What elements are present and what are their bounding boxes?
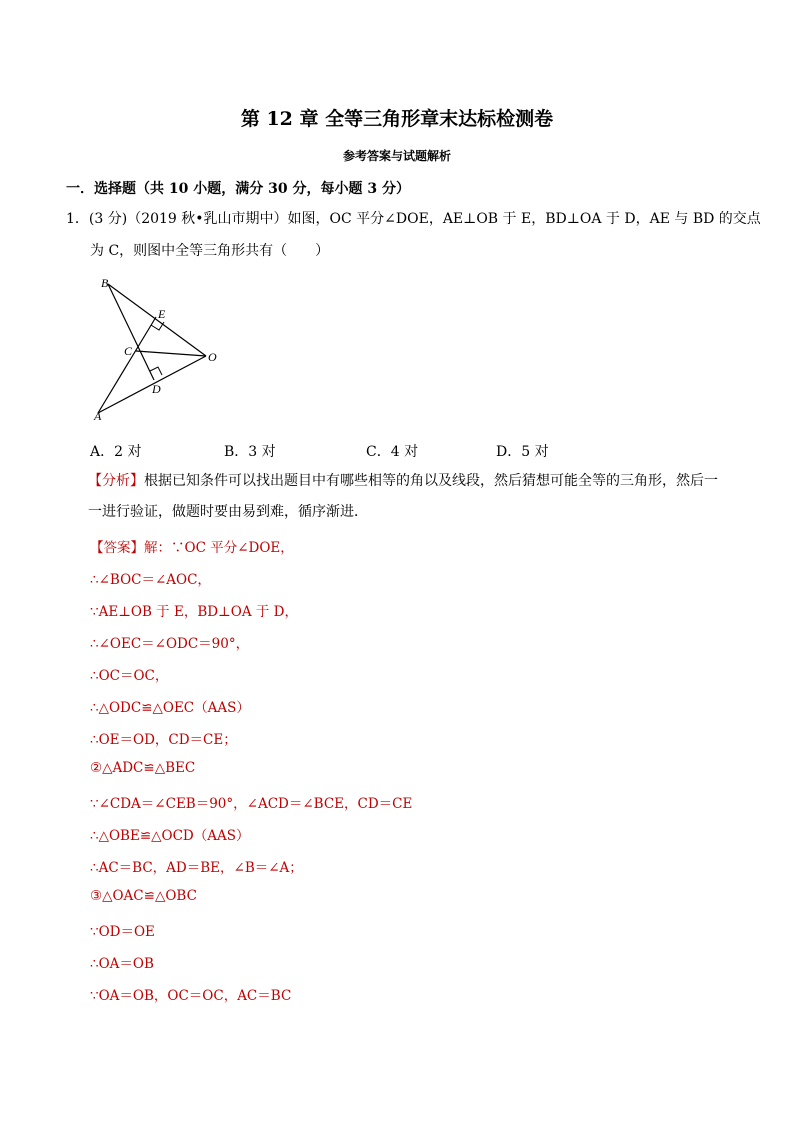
geometry-figure <box>88 273 228 425</box>
section-heading: 一．选择题（共 10 小题，满分 30 分，每小题 3 分） <box>66 181 410 197</box>
solution-line: ∴∠OEC＝∠ODC＝90°， <box>90 636 250 652</box>
label-B: B <box>101 276 109 290</box>
option-b: B．3 对 <box>224 444 276 460</box>
label-D: D <box>152 382 161 396</box>
solution-intro: 解：∵OC 平分∠DOE， <box>144 540 294 556</box>
analysis-tag: 【分析】 <box>88 473 144 489</box>
solution-line: ②△ADC≌△BEC <box>90 760 196 776</box>
page-title: 第 12 章 全等三角形章末达标检测卷 <box>240 108 554 130</box>
label-E: E <box>158 307 166 321</box>
analysis-block <box>88 466 728 528</box>
option-d: D．5 对 <box>496 444 549 460</box>
label-O: O <box>208 350 217 364</box>
solution-line: ∵OA＝OB，OC＝OC，AC＝BC <box>90 988 292 1004</box>
option-a: A．2 对 <box>90 444 142 460</box>
analysis-text-2: 一进行验证，做题时要由易到难，循序渐进． <box>88 504 368 520</box>
solution-line: ∴AC＝BC，AD＝BE，∠B＝∠A； <box>90 860 303 876</box>
solution-line: ∴OC＝OC， <box>90 668 169 684</box>
option-c: C．4 对 <box>366 444 419 460</box>
solution-line: ∵OD＝OE <box>90 924 155 940</box>
question-text-line-2: 为 C，则图中全等三角形共有（ ） <box>90 243 330 259</box>
solution-tag: 【答案】 <box>90 540 144 556</box>
solution-line: ∴∠BOC＝∠AOC， <box>90 572 211 588</box>
analysis-line-2 <box>88 497 728 528</box>
right-angle-mark-D <box>150 367 162 375</box>
label-A: A <box>94 409 102 423</box>
solution-line: ③△OAC≌△OBC <box>90 888 197 904</box>
solution-line: ∴OE＝OD，CD＝CE； <box>90 732 237 748</box>
question-text-line-1: 1．(3 分)（2019 秋•乳山市期中）如图，OC 平分∠DOE，AE⊥OB 于 E，BD⊥OA 于 D，AE 与 BD 的交点 <box>66 211 761 227</box>
solution-line: ∵AE⊥OB 于 E，BD⊥OA 于 D， <box>90 604 298 620</box>
solution-intro-line <box>90 536 294 556</box>
analysis-line-1 <box>88 466 728 497</box>
solution-line: ∴△ODC≌△OEC（AAS） <box>90 700 250 716</box>
solution-line: ∵∠CDA＝∠CEB＝90°，∠ACD＝∠BCE，CD＝CE <box>90 796 413 812</box>
analysis-text-1: 根据已知条件可以找出题目中有哪些相等的角以及线段，然后猜想可能全等的三角形，然后一 <box>144 473 718 489</box>
segment-BE-O <box>108 284 206 356</box>
page-subtitle: 参考答案与试题解析 <box>342 149 451 163</box>
label-C: C <box>124 344 133 358</box>
solution-line: ∴OA＝OB <box>90 956 154 972</box>
segment-CO <box>136 351 206 356</box>
solution-line: ∴△OBE≌△OCD（AAS） <box>90 828 250 844</box>
